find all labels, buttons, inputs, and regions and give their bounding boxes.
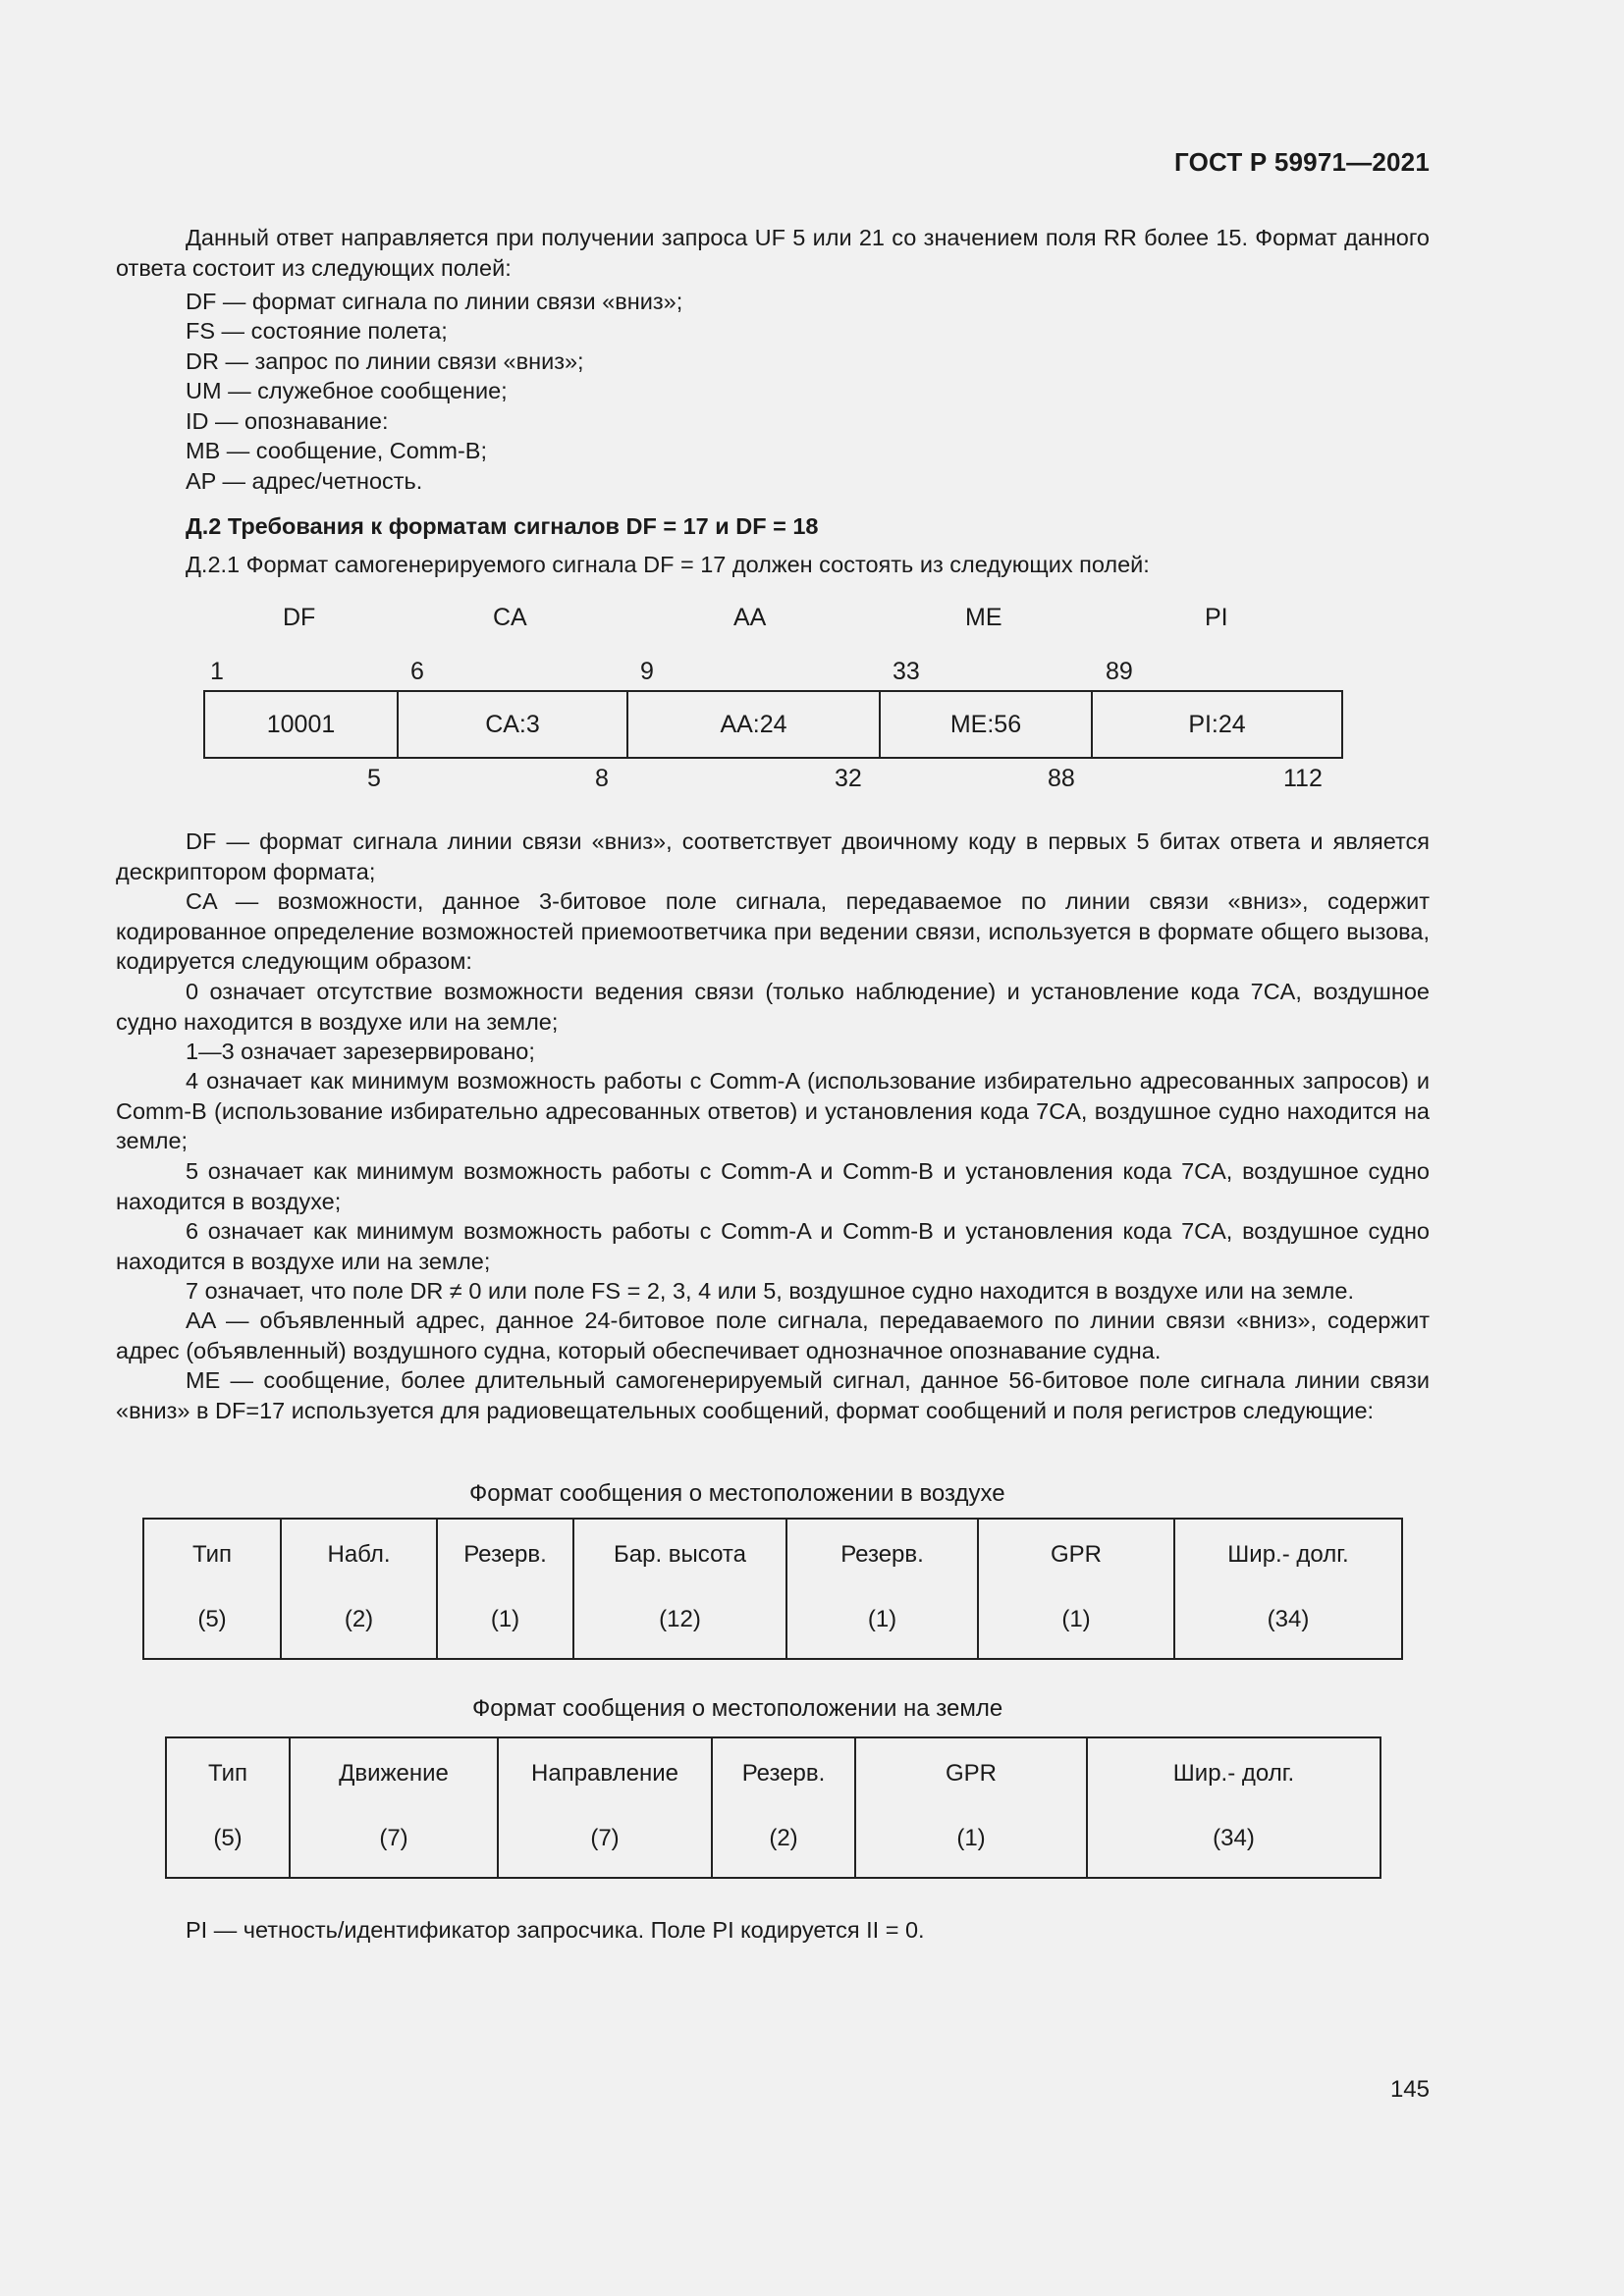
intro-paragraph: Данный ответ направляется при получении запроса UF 5 или 21 со значением поля RR более 15. Формат данного ответа состоит из следующих полей:: [116, 225, 1430, 281]
column-size: (1): [867, 1606, 897, 1632]
field-box: [203, 690, 1343, 759]
start-bit: 33: [893, 658, 920, 685]
me-definition: ME — сообщение, более длительный самогенерируемый сигнал, данное 56-битовое поле сигнала линии связи «вниз» в DF=17 используется для радиовещательных сообщений, формат сообщений и поля регистров следующие:: [116, 1367, 1430, 1423]
table-column: [291, 1738, 499, 1877]
column-header: Набл.: [327, 1541, 391, 1568]
surface-format-table: [165, 1736, 1381, 1879]
diagram-label: PI: [1205, 604, 1228, 631]
end-bit: 88: [1048, 765, 1075, 792]
column-header: Направление: [531, 1760, 678, 1787]
table-column: [1175, 1520, 1401, 1658]
table-column: [713, 1738, 856, 1877]
field-cell-df: 10001: [205, 692, 399, 757]
table-caption-airborne: Формат сообщения о местоположении в воздухе: [469, 1480, 1005, 1507]
aa-definition: AA — объявленный адрес, данное 24-битовое поле сигнала, передаваемого по линии связи «вниз», содержит адрес (объявленный) воздушного судна, который обеспечивает однозначное опознавание судна.: [116, 1308, 1430, 1363]
column-header: Тип: [191, 1541, 232, 1568]
pi-definition: PI — четность/идентификатор запросчика. Поле PI кодируется II = 0.: [186, 1917, 925, 1943]
column-header: Резерв.: [840, 1541, 924, 1568]
diagram-label: DF: [283, 604, 316, 631]
column-size: (5): [197, 1606, 227, 1632]
field-list-item: DF — формат сигнала по линии связи «вниз»;: [186, 289, 683, 314]
df-definition: DF — формат сигнала линии связи «вниз», соответствует двоичному коду в первых 5 битах ответа и является дескриптором формата;: [116, 828, 1430, 884]
ca-code-4: 4 означает как минимум возможность работы с Comm-A (использование избирательно адресованных запросов) и Comm-B (использование избирательно адресованных ответов) и установления кода 7CA, воздушное судно находится на земле;: [116, 1068, 1430, 1153]
table-caption-surface: Формат сообщения о местоположении на земле: [472, 1695, 1003, 1722]
page-number: 145: [1389, 2076, 1430, 2103]
column-header: Тип: [207, 1760, 247, 1787]
table-column: [1088, 1738, 1380, 1877]
field-list-item: AP — адрес/четность.: [186, 468, 423, 494]
start-bit: 1: [210, 658, 224, 685]
start-bit: 89: [1106, 658, 1133, 685]
table-column: [144, 1520, 282, 1658]
field-list-item: ID — опознавание:: [186, 408, 389, 434]
table-column: [856, 1738, 1088, 1877]
end-bit: 8: [595, 765, 609, 792]
ca-code-6: 6 означает как минимум возможность работы с Comm-A и Comm-B и установления кода 7CA, воздушное судно находится в воздухе или на земле;: [116, 1218, 1430, 1274]
ca-definition: CA — возможности, данное 3-битовое поле сигнала, передаваемое по линии связи «вниз», содержит кодированное определение возможностей приемоответчика при ведении связи, используется в формате общего вызова, кодируется следующим образом:: [116, 888, 1430, 974]
subsection-text: Д.2.1 Формат самогенерируемого сигнала DF = 17 должен состоять из следующих полей:: [186, 552, 1150, 577]
column-size: (12): [659, 1606, 701, 1632]
table-column: [282, 1520, 438, 1658]
table-column: [499, 1738, 713, 1877]
field-list-item: DR — запрос по линии связи «вниз»;: [186, 348, 584, 374]
end-bit: 112: [1283, 765, 1323, 792]
column-header: Движение: [339, 1760, 449, 1787]
column-header: Шир.- долг.: [1227, 1541, 1349, 1568]
diagram-label: ME: [965, 604, 1002, 631]
column-size: (2): [769, 1825, 798, 1851]
document-code: ГОСТ Р 59971—2021: [1174, 147, 1430, 177]
column-header: Резерв.: [463, 1541, 547, 1568]
column-header: Резерв.: [741, 1760, 826, 1787]
column-size: (5): [213, 1825, 243, 1851]
field-list-item: UM — служебное сообщение;: [186, 378, 508, 403]
field-cell-pi: PI:24: [1188, 710, 1246, 738]
column-header: Шир.- долг.: [1172, 1760, 1295, 1787]
column-size: (34): [1267, 1606, 1310, 1632]
table-column: [438, 1520, 574, 1658]
table-column: [787, 1520, 979, 1658]
end-bit: 32: [835, 765, 862, 792]
field-list-item: MB — сообщение, Comm-B;: [186, 438, 488, 463]
column-size: (1): [1061, 1606, 1091, 1632]
diagram-label: CA: [493, 604, 527, 631]
section-heading: Д.2 Требования к форматам сигналов DF = 17 и DF = 18: [186, 513, 819, 539]
start-bit: 9: [640, 658, 654, 685]
table-column: [167, 1738, 291, 1877]
field-cell-ca: CA:3: [399, 692, 628, 757]
column-size: (7): [379, 1825, 408, 1851]
ca-code-1-3: 1—3 означает зарезервировано;: [186, 1039, 535, 1064]
ca-code-7: 7 означает, что поле DR ≠ 0 или поле FS = 2, 3, 4 или 5, воздушное судно находится в воздухе или на земле.: [186, 1278, 1354, 1304]
column-header: GPR: [945, 1760, 997, 1787]
field-cell-aa: AA:24: [628, 692, 881, 757]
field-list-item: FS — состояние полета;: [186, 318, 448, 344]
column-header: Бар. высота: [614, 1541, 746, 1568]
ca-code-0: 0 означает отсутствие возможности ведения связи (только наблюдение) и установление кода 7CA, воздушное судно находится в воздухе или на земле;: [116, 979, 1430, 1035]
table-column: [979, 1520, 1175, 1658]
end-bit: 5: [367, 765, 381, 792]
column-size: (1): [956, 1825, 986, 1851]
column-size: (7): [590, 1825, 620, 1851]
table-column: [574, 1520, 787, 1658]
column-size: (34): [1213, 1825, 1255, 1851]
field-cell-me: ME:56: [881, 692, 1093, 757]
ca-code-5: 5 означает как минимум возможность работы с Comm-A и Comm-B и установления кода 7CA, воздушное судно находится в воздухе;: [116, 1158, 1430, 1214]
column-size: (2): [344, 1606, 374, 1632]
start-bit: 6: [410, 658, 424, 685]
airborne-format-table: [142, 1518, 1403, 1660]
column-size: (1): [490, 1606, 520, 1632]
diagram-label: AA: [733, 604, 767, 631]
column-header: GPR: [1050, 1541, 1102, 1568]
